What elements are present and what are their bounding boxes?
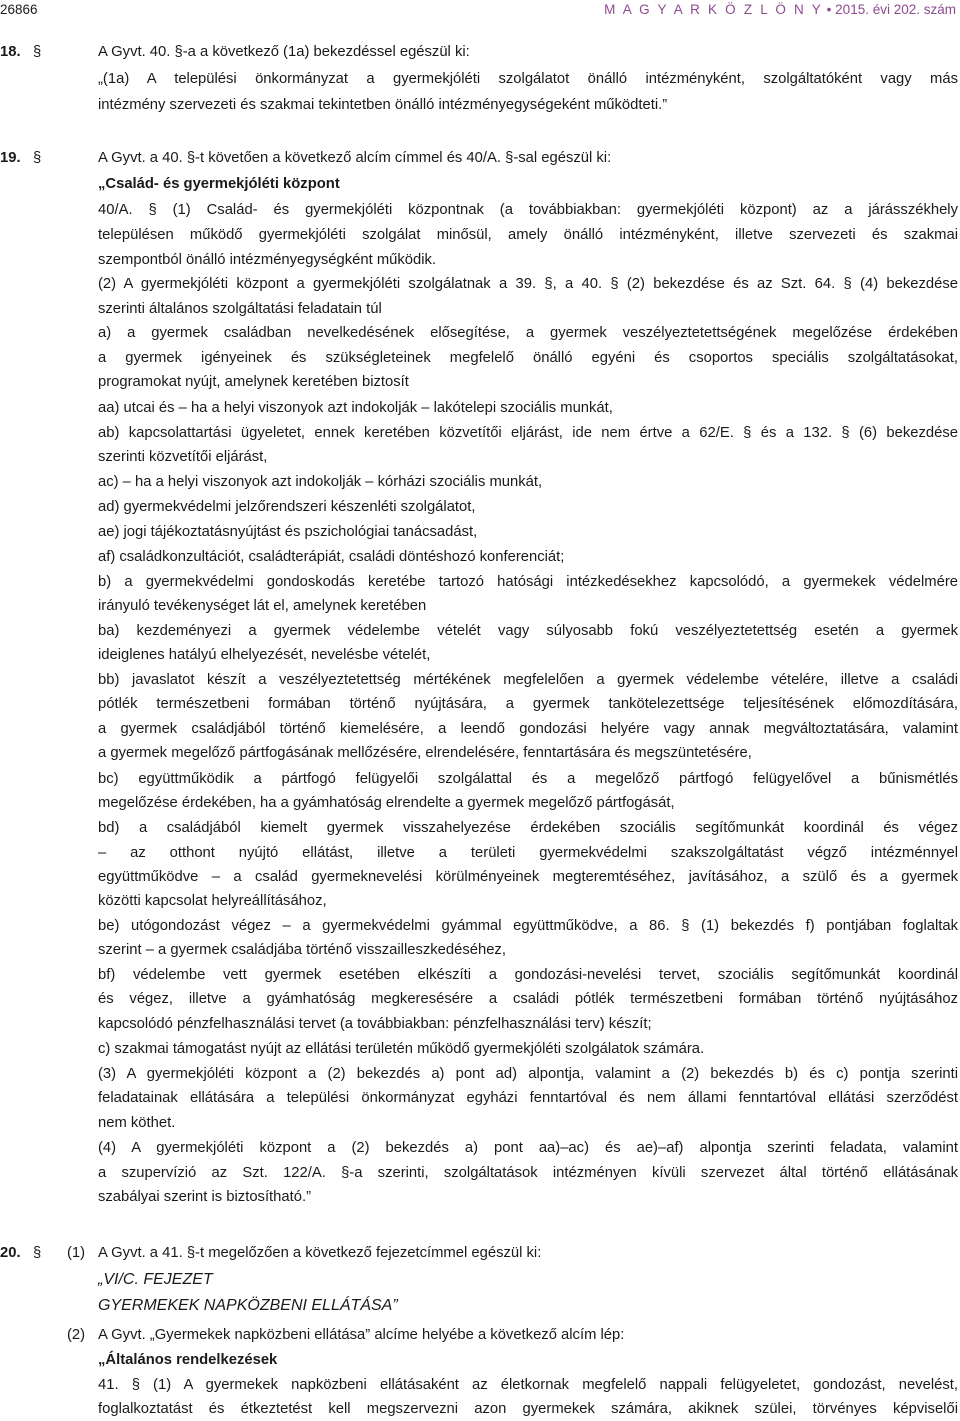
- text-line: A Gyvt. 40. §-a a következő (1a) bekezdéssel egészül ki:: [98, 44, 470, 60]
- subsection-2: (2): [67, 1327, 86, 1343]
- text-line: ab) kapcsolattartási ügyeletet, ennek keretében közvetítői eljárást, ide nem értve a 62/E. § és a 132. § (6) bekezdése: [98, 425, 958, 441]
- text-line: 40/A. § (1) Család- és gyermekjóléti központnak (a továbbiakban: gyermekjóléti központ) az a járásszékhely: [98, 202, 958, 218]
- text-line: a szupervízió az Szt. 122/A. §-a szerinti, szolgáltatások intézményen kívüli szervezet által történő ellátásának: [98, 1165, 958, 1181]
- text-line: a gyermek családjából történő kiemelésére, a leendő gondozási helyére vagy annak megváltoztatására, valamint: [98, 721, 958, 737]
- text-line: pótlék természetbeni formában történő nyújtására, a gyermek tankötelezettsége teljesítésének előmozdítására,: [98, 696, 958, 712]
- text-line: közötti kapcsolat helyreállításához,: [98, 893, 327, 909]
- item-number-20: 20.: [0, 1245, 21, 1261]
- text-line: A Gyvt. „Gyermekek napközbeni ellátása” alcíme helyébe a következő alcím lép:: [98, 1327, 625, 1343]
- text-line: településen működő gyermekjóléti szolgálat minősül, amely önálló intézményként, illetve szervezeti és szakmai: [98, 227, 958, 243]
- text-line: „(1a) A települési önkormányzat a gyermekjóléti szolgálatot önálló intézményként, szolgáltatóként vagy más: [98, 71, 958, 87]
- page-number: 26866: [0, 2, 38, 17]
- chapter-subtitle: GYERMEKEK NAPKÖZBENI ELLÁTÁSA”: [98, 1297, 398, 1314]
- text-line: szabályai szerint is biztosítható.”: [98, 1189, 312, 1205]
- chapter-title: „VI/C. FEJEZET: [98, 1271, 213, 1288]
- section-symbol: §: [33, 1245, 42, 1261]
- item-number-18: 18.: [0, 44, 21, 60]
- text-line: (4) A gyermekjóléti központ a (2) bekezdés a) pont aa)–ac) és ae)–af) alpontja szerinti feladata, valamint: [98, 1140, 958, 1156]
- text-line: bf) védelembe vett gyermek esetében elkészíti a gondozási-nevelési tervet, szociális segítőmunkát koordinál: [98, 967, 958, 983]
- text-line: szerint – a gyermek családjába történő visszailleszkedéséhez,: [98, 942, 506, 958]
- text-line: a gyermek igényeinek és szükségleteinek megfelelő önálló egyéni és csoportos speciális szolgáltatásokat,: [98, 350, 958, 366]
- text-line: ae) jogi tájékoztatásnyújtást és pszichológiai tanácsadást,: [98, 524, 478, 540]
- text-line: aa) utcai és – ha a helyi viszonyok azt indokolják – lakótelepi szociális munkát,: [98, 400, 613, 416]
- text-line: a gyermek megelőző pártfogásának mellőzésére, elrendelésére, fenntartására és megszüntetésére,: [98, 745, 752, 761]
- subsection-1: (1): [67, 1245, 86, 1261]
- text-line: irányuló tevékenységet lát el, amelynek keretében: [98, 598, 427, 614]
- text-line: szerinti általános szolgáltatási feladatain túl: [98, 301, 382, 317]
- subheading-title: „Család- és gyermekjóléti központ: [98, 176, 340, 192]
- text-line: intézmény szervezeti és szakmai tekintetben önálló intézményegységeként működteti.”: [98, 97, 668, 113]
- text-line: A Gyvt. a 41. §-t megelőzően a következő fejezetcímmel egészül ki:: [98, 1245, 542, 1261]
- text-line: nem köthet.: [98, 1115, 176, 1131]
- text-line: és végez, illetve a gyámhatóság megkeresésére a családi pótlék természetbeni formában történő nyújtásához: [98, 991, 958, 1007]
- text-line: feladatainak ellátására a települési önkormányzat egyházi fenntartóval és nem állami fenntartóval ellátási szerződést: [98, 1090, 958, 1106]
- text-line: – az otthont nyújtó ellátást, illetve a területi gyermekvédelmi szakszolgáltatást végző intézménnyel: [98, 845, 958, 861]
- text-line: ac) – ha a helyi viszonyok azt indokolják – kórházi szociális munkát,: [98, 474, 543, 490]
- item-number-19: 19.: [0, 150, 21, 166]
- subheading-title: „Általános rendelkezések: [98, 1352, 278, 1368]
- text-line: b) a gyermekvédelmi gondoskodás keretébe tartozó hatósági intézkedésekhez kapcsolódó, a gyermekek védelmére: [98, 574, 958, 590]
- text-line: A Gyvt. a 40. §-t követően a következő alcím címmel és 40/A. §-sal egészül ki:: [98, 150, 612, 166]
- text-line: ba) kezdeményezi a gyermek védelembe vételét vagy súlyosabb fokú veszélyeztetettség esetén a gyermek: [98, 623, 958, 639]
- journal-title: M A G Y A R K Ö Z L Ö N Y: [604, 2, 823, 17]
- text-line: foglalkoztatást és étkeztetést kell megszervezni azon gyermekek számára, akiknek szülei, törvényes képviselői: [98, 1401, 958, 1417]
- text-line: (3) A gyermekjóléti központ a (2) bekezdés a) pont ad) alpontja, valamint a (2) bekezdés b) és c) pontja szerinti: [98, 1066, 958, 1082]
- text-line: c) szakmai támogatást nyújt az ellátási területén működő gyermekjóléti szolgálatok számára.: [98, 1041, 705, 1057]
- text-line: (2) A gyermekjóléti központ a gyermekjóléti szolgálatnak a 39. §, a 40. § (2) bekezdése és az Szt. 64. § (4) bekezdése: [98, 276, 958, 292]
- text-line: szerinti közvetítői eljárást,: [98, 449, 268, 465]
- text-line: ad) gyermekvédelmi jelzőrendszeri készenléti szolgálatot,: [98, 499, 476, 515]
- section-symbol: §: [33, 44, 42, 60]
- text-line: af) családkonzultációt, családterápiát, családi döntéshozó konferenciát;: [98, 549, 565, 565]
- text-line: ideiglenes hatályú elhelyezését, nevelésbe vételét,: [98, 647, 431, 663]
- journal-info: [604, 2, 956, 17]
- text-line: együttműködve – a család gyermeknevelési körülményeinek megteremtéséhez, javításához, a szülő és a gyermek: [98, 869, 958, 885]
- text-line: programokat nyújt, amelynek keretében biztosít: [98, 374, 409, 390]
- text-line: bd) a családjából kiemelt gyermek visszahelyezése érdekében szociális segítőmunkát koordinál és végez: [98, 820, 958, 836]
- text-line: bb) javaslatot készít a veszélyeztetettség mértékének megfelelően a gyermek védelembe vételére, illetve a családi: [98, 672, 958, 688]
- issue-label: 2015. évi 202. szám: [835, 2, 956, 17]
- text-line: szempontból önálló intézményegységként működik.: [98, 252, 437, 268]
- text-line: kapcsolódó pénzfelhasználási tervet (a továbbiakban: pénzfelhasználási terv) készít;: [98, 1016, 652, 1032]
- text-line: 41. § (1) A gyermekek napközbeni ellátásaként az életkornak megfelelő nappali felügyeletet, gondozást, nevelést,: [98, 1377, 958, 1393]
- text-line: megelőzése érdekében, ha a gyámhatóság elrendelte a gyermek megelőző pártfogását,: [98, 795, 675, 811]
- text-line: a) a gyermek családban nevelkedésének elősegítése, a gyermek veszélyeztetettségének megelőzése érdekében: [98, 325, 958, 341]
- section-symbol: §: [33, 150, 42, 166]
- separator-dot: •: [826, 2, 832, 17]
- text-line: bc) együttműködik a pártfogó felügyelői szolgálattal és a megelőző pártfogó felügyelővel a bűnismétlés: [98, 771, 958, 787]
- text-line: be) utógondozást végez – a gyermekvédelmi gyámmal együttműködve, a 86. § (1) bekezdés f) pontjában foglaltak: [98, 918, 958, 934]
- page-header: [0, 2, 958, 22]
